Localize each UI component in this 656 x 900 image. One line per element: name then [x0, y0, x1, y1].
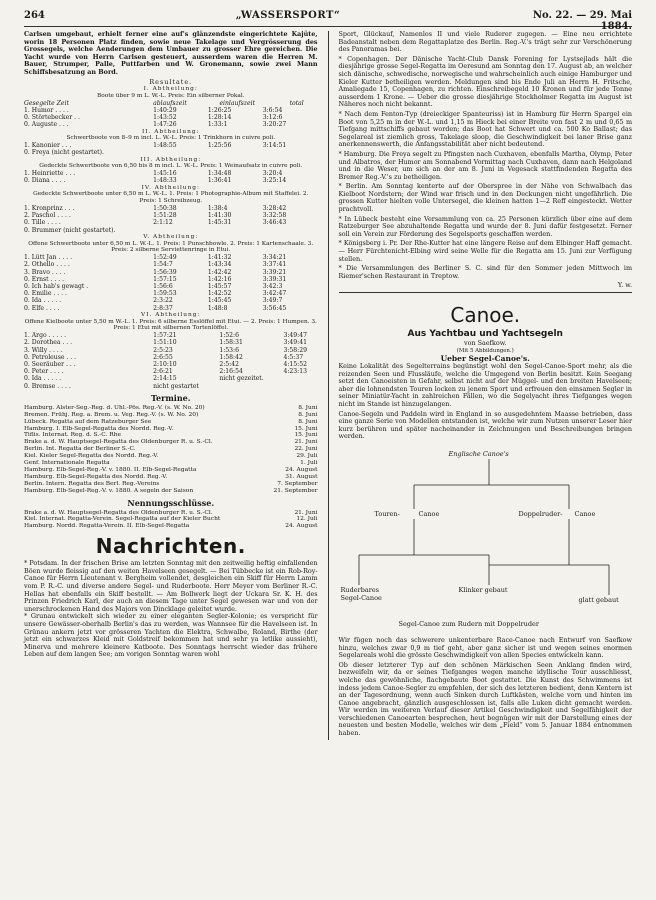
- time-cell: 1:41:32: [207, 254, 232, 262]
- time-cell: 1:51:28: [153, 212, 177, 220]
- diagram-glatt: glatt gebaut: [578, 595, 619, 604]
- news-item: * Königsberg i. Pr. Der Rhe-Kutter hat eine längere Reise auf dem Elbinger Haff gemacht. — Herr Fürchtenicht-Elbing wird seine Welle für die Regatta am 15. Juni zur Verfügung stellen.: [338, 239, 633, 263]
- calendar-row: [24, 405, 318, 412]
- time-cell: 1:42:52: [207, 290, 232, 298]
- division-subtitle: Offene Kielboote unter 5,50 m W.-L. 1. Preis: 6 silberne Esslöffel mit Etui. — 2. Preis: 1 Humpen. 3. Preis: 1 Etui mit silbernen Tortenlöffel.: [24, 318, 317, 332]
- signature: Y. w.: [617, 281, 633, 290]
- nennung-list: [24, 510, 318, 531]
- news-item: * Die Versammlungen des Berliner S. C. sind für den Sommer jeden Mittwoch im Riemer'schen Restaurant in Treptow.: [338, 264, 633, 280]
- calendar-row: [24, 412, 318, 419]
- division-title: I. Abtheilung:: [143, 86, 198, 93]
- canoe-paragraph-3: Wir fügen noch das schwerere unkenterbare Race-Canoe nach Entwurf von Saefkow hinzu, welches zwar 0,9 m tief geht, aber ganz sicher ist und wegen seines enormen Segelareals wohl die grösste Geschwindigkeit von allen Species entwickeln kann.: [338, 635, 633, 660]
- boat-name: 3. Bravo . . . .: [24, 268, 66, 276]
- time-cell: 1:47:26: [153, 121, 177, 129]
- page-number: 264: [24, 10, 45, 21]
- time-cell: [153, 149, 208, 156]
- time-cell: 1:40:29: [153, 106, 177, 114]
- time-cell: 1:52:6: [219, 332, 239, 340]
- calendar-row: [24, 481, 318, 488]
- time-cell: 1:42:16: [207, 275, 232, 283]
- time-cell: [153, 227, 208, 234]
- time-cell: [208, 149, 263, 156]
- results-row: [24, 205, 318, 212]
- boat-name: 0. Diana . . . .: [24, 177, 66, 185]
- news-item: * Berlin. Am Sonntag kenterte auf der Oberspree in der Nähe von Schwalbach das Kielboot Nordstern; der Wind war frisch und in den Deckungen nicht ungefährlich. Die grossen Kutter hielten volle Untersegel, die kleinen hatten 1—2 Reff eingesteckt. Wetter prachtvoll.: [338, 182, 633, 214]
- calendar-date: 1. Juli: [300, 460, 318, 467]
- calendar-event: Hamburg. Nordd. Regatta-Verein. II. Elb-Segel-Regatta: [24, 523, 190, 530]
- time-cell: 1:58:42: [219, 353, 243, 361]
- calendar-event: Tiflis. Internat. Reg. d. S.-C. Rhe: [24, 432, 121, 439]
- calendar-date: 21. Juni: [294, 439, 318, 446]
- calendar-date: 31. August: [285, 473, 318, 480]
- time-cell: 2:5:42: [219, 360, 239, 368]
- time-cell: [263, 149, 318, 156]
- results-row: [24, 368, 318, 375]
- calendar-event: Genf. Internationale Regatta: [24, 460, 110, 467]
- division-title: VI. Abtheilung:: [141, 311, 201, 318]
- time-cell: nicht gestartet: [153, 382, 199, 390]
- calendar-row: [24, 446, 318, 453]
- right-column: [339, 31, 633, 740]
- results-row: [24, 276, 318, 283]
- time-cell: 1:45:31: [207, 219, 232, 227]
- time-cell: 2:16:54: [219, 368, 243, 376]
- calendar-event: Hamburg. Elb-Segel-Regatta des Nordd. Reg.-V.: [24, 473, 168, 480]
- column-head-cell: total: [289, 99, 304, 107]
- boat-name: 0. Ida . . . . .: [24, 375, 62, 383]
- news-items: [339, 56, 633, 281]
- calendar-event: Berlin. Int. Regatta der Berliner S.-C.: [24, 446, 136, 453]
- canoe-classification-diagram: [339, 445, 633, 635]
- time-cell: 3:28:42: [262, 204, 287, 212]
- calendar-date: 21. September: [273, 487, 318, 494]
- boat-name: 0. Störtebecker . .: [24, 114, 80, 122]
- canoe-heading: Ueber Segel-Canoe's.: [440, 354, 530, 363]
- left-column: [24, 31, 318, 740]
- division-title: IV. Abtheilung:: [141, 184, 200, 191]
- time-cell: 3:37:41: [262, 261, 287, 269]
- results-table: [24, 254, 318, 312]
- calendar-date: 29. Juli: [296, 453, 318, 460]
- boat-name: 0. Auguste . . .: [24, 121, 69, 129]
- division-subtitle: Boote über 9 m L. W.-L. Preis: Ein silberner Pokal.: [96, 92, 245, 99]
- time-cell: 3:58:29: [283, 346, 307, 354]
- time-cell: 3:39:31: [262, 275, 287, 283]
- intro-paragraph: Carlsen umgebaut, erhielt ferner eine auf's glänzendste eingerichtete Kajüte, worin 18 Personen Platz finden, sowie neue Takelage und Vergrösserung des Grossegels, welche Aenderungen dem Umbauer zu grosser Ehre gereichen. Die Yacht wurde von Herrn Carlsen gesteuert, ausserdem waren die Herren M. Bauer, Strumper, Palle, Puttfarben und W. Gronemann, sowie zwei Mann Schiffsbesatzung an Bord.: [24, 30, 318, 76]
- results-row: [24, 375, 318, 382]
- results-table: [24, 107, 318, 129]
- time-cell: 3:49:7: [262, 297, 283, 305]
- column-head-cell: ablaufszeit: [153, 99, 187, 107]
- diagram-segel: Segel-Canoe: [340, 593, 382, 602]
- calendar-row: [24, 467, 318, 474]
- results-column-head: [24, 100, 318, 107]
- time-cell: 3:14:51: [262, 142, 287, 150]
- masthead-title: „WASSERSPORT“: [235, 10, 341, 21]
- time-cell: 3:20:27: [262, 121, 287, 129]
- time-cell: 1:58:31: [219, 339, 243, 347]
- canoe-figures-note: (Mit 5 Abbildungen.): [456, 347, 514, 354]
- boat-name: 0. Ida . . . . .: [24, 297, 62, 305]
- boat-name: 0. Ernst . . . .: [24, 275, 65, 283]
- time-cell: 1:51:10: [153, 339, 177, 347]
- time-cell: 3:49:41: [283, 339, 307, 347]
- boat-name: 0. Seeräuber . . .: [24, 360, 76, 368]
- boat-name: 0. Petroleuse . . .: [24, 353, 77, 361]
- division-subtitle: Gedeckte Schwertboote unter 6,50 m L. W.-L. 1. Preis: 1 Photographie-Album mit Staffelei. 2. Preis: 1 Schreibzeug.: [33, 191, 309, 205]
- calendar-date: 24. August: [285, 466, 318, 473]
- canoe-paragraph-4: Ob dieser letzterer Typ auf den schönen Märkischen Seen Anklang finden wird, bezweifeln wir, da er seines Tiefganges wegen manche idyllische Tour ausschliesst, welche das gewöhnliche, flachgebaute Boot gestattet. Die Kunst des Schwimmens ist indess jedem Canoe-Segler zu empfehlen, der sich des letzteren bedient, denn Kentern ist an der Tagesordnung, wenn auch Sinken durch Luftkästen, welche vorn und hinten im Canoe angebracht, gänzlich ausgeschlossen ist, falls alle Luken dicht gemacht werden. Wir werden im weiteren Verlauf dieser Artikel Geschwindigkeit und Segelfähigkeit der verschiedenen Canoearten besprechen, heut begnügen wir mit der Darstellung eines der neuesten und besten Modelle, welches wir dem „Field“ vom 5. Januar 1884 entnommen haben.: [338, 660, 633, 738]
- boat-name: 1. Kanonier . . .: [24, 142, 72, 150]
- calendar-row: [24, 510, 318, 517]
- time-cell: 4:5:37: [283, 353, 304, 361]
- canoe-author: von Saefkow.: [464, 339, 507, 347]
- calendar-event: Kiel. Kieler Segel-Regatta des Nordd. Reg.-V.: [24, 453, 159, 460]
- time-cell: 1:57:21: [153, 332, 177, 340]
- results-row: [24, 142, 318, 149]
- calendar-date: 21. Juni: [294, 509, 318, 516]
- time-cell: 1:52:49: [153, 254, 177, 262]
- time-cell: 3:46:43: [262, 219, 287, 227]
- diagram-doppel: Doppelruder-: [518, 509, 563, 518]
- results-row: [24, 254, 318, 261]
- canoe-subtitle: Aus Yachtbau und Yachtsegeln: [407, 329, 563, 339]
- calendar-event: Hamburg. Alster-Seg.-Reg. d. Uhl.-Pös. Reg.-V. (s. W. No. 20): [24, 404, 205, 411]
- division-subtitle: Gedeckte Schwertboote von 6,50 bis 8 m incl. L. W.-L. Preis: 1 Weinaufsatz in cuivre poli.: [39, 163, 303, 170]
- time-cell: 1:26:25: [207, 106, 232, 114]
- time-cell: 3:39:21: [262, 268, 287, 276]
- termine-list: [24, 405, 318, 495]
- calendar-event: Berlin. Intern. Regatta des Berl. Reg.-Vereins: [24, 480, 160, 487]
- boat-name: 0. Bremse . . . .: [24, 382, 71, 390]
- results-row: [24, 354, 318, 361]
- continued-paragraph: Sport, Glückauf, Namenlos II und viele Ruderer zugegen. — Eine neu errichtete Badeanstalt neben dem Regattaplatze des Berlin. Reg.-V.'s trägt sehr zur Verschönerung des Panoramas bei.: [338, 30, 633, 54]
- columns: [24, 31, 632, 740]
- news-item: * Hamburg. Die Freya segelt zu Pfingsten nach Cuxhaven, ebenfalls Martha, Olymp, Peter und Albatros, der Humor am Sonnabend Vormittag nach Cuxhaven, dann nach Helgoland und in die Weser, um sich an der am 8. Juni in Vegesack stattfindenden Regatta des Bremer Reg.-V.'s zu betheiligen.: [338, 149, 633, 181]
- time-cell: 2:5:23: [153, 346, 173, 354]
- boat-name: 2. Othello . . . .: [24, 261, 70, 269]
- diagram-lines: [339, 445, 638, 635]
- calendar-row: [24, 460, 318, 467]
- boat-name: 2. Paschol . . . .: [24, 212, 71, 220]
- calendar-date: 8. Juni: [298, 418, 318, 425]
- time-cell: 1:57:15: [153, 275, 177, 283]
- time-cell: 3:32:58: [262, 212, 287, 220]
- time-cell: 3:25:14: [262, 177, 287, 185]
- results-row: [24, 261, 318, 268]
- calendar-date: 12. Juli: [296, 516, 318, 523]
- results-table: [24, 332, 318, 390]
- time-cell: 1:38:4: [207, 204, 228, 212]
- calendar-date: 15. Juni: [294, 425, 318, 432]
- boat-name: 0. Tille . . . .: [24, 219, 61, 227]
- time-cell: [283, 375, 317, 382]
- termine-heading: Termine.: [150, 392, 191, 403]
- time-cell: 2:6:55: [153, 353, 173, 361]
- column-rule: [328, 31, 329, 740]
- results-row: [24, 305, 318, 312]
- time-cell: 1:50:38: [153, 204, 177, 212]
- boat-name: 0. Ich hab's gewagt .: [24, 282, 89, 290]
- time-cell: 3:56:45: [262, 304, 287, 312]
- nachrichten-heading: Nachrichten.: [95, 534, 246, 559]
- diagram-ruder: Ruderbares: [340, 585, 380, 594]
- results-row: [24, 283, 318, 290]
- results-row: [24, 332, 318, 339]
- results-row: [24, 227, 318, 234]
- time-cell: 3:49:47: [283, 332, 307, 340]
- calendar-row: [24, 453, 318, 460]
- section-rule: [339, 292, 633, 293]
- results-row: [24, 290, 318, 297]
- calendar-event: Kiel. Internat. Regatta-Verein. Segel-Regatta auf der Kieler Bucht: [24, 516, 221, 523]
- results-row: [24, 107, 318, 114]
- results-heading: Resultate.: [149, 77, 193, 86]
- canoe-paragraph-2: Canoe-Segeln und Paddeln wird in England in so ausgedehntem Maasse betrieben, dass eine ganze Serie von Modellen entstanden ist, welche wir zum Nutzen unserer Leser hier kurz berühren und später nacheinander in Zeichnungen und Beschreibungen bringen werden.: [338, 409, 633, 441]
- nachrichten-paragraph: * Potsdam. In der frischen Brise am letzten Sonntag mit den zeitweilig heftig einfallenden Böen wurde fleissig auf den weiten Havelseen gesegelt. — Bei Tübbecke ist ein Rob-Roy-Canoe für Herrn Lieutenant v. Bergheim vollendet, desgleichen ein Skiff für Herrn Lamm vom P. R.-C. und diverse andere Segel- und Ruderboote. Herr Meyer vom Berliner R.-C. Hellas hat ebenfalls ein Skiff bestellt. — Am Bollwerk liegt der Uckara Sr. K. H. des Prinzen Friedrich Karl, der auch an diesem Tage unter Segel gewesen war und von der unerschrockenen Hand des Majors von Dincklage geleitet wurde. * Grunau entwickelt sich wieder zu einer eleganten Segler-Kolonie; es verspricht für unsere Gewässer-oberhalb Berlin's das zu werden, was Wannsee für die Havelseen ist. In Grünau ankern jetzt vor grösseren Yachten die Elektra, Schwalbe, Roland, Birthe (der jetzt ein schwarzes Kleid mit Goldstreif bekommen hat und sehr ya letlike aussieht), Minerva und mehrere kleinere Katboote. Des Sonntags herrscht wieder das frühere Leben auf dem langen See; am vorigen Sonntag waren wohl: [24, 559, 318, 659]
- calendar-date: 8. Juni: [298, 411, 318, 418]
- time-cell: 1:56:6: [153, 282, 173, 290]
- calendar-event: Hamburg. I. Elb-Segel-Regatta des Nordd. Reg.-V.: [24, 425, 174, 432]
- boat-name: 3. Willy . . . .: [24, 346, 63, 354]
- column-head-cell: einlaufszeit: [219, 99, 256, 107]
- division-subtitle: Offene Schwertboote unter 6,50 m L. W.-L. 1. Preis: 1 Punschbowle. 2. Preis: 1 Kartenschaale. 3. Preis: 2 silberne Serviettenringe in Etui.: [28, 240, 314, 254]
- results-row: [24, 212, 318, 219]
- results-row: [24, 177, 318, 184]
- boat-name: 1. Humor . . . .: [24, 106, 69, 114]
- results-row: [24, 114, 318, 121]
- canoe-title: Canoe.: [450, 303, 521, 327]
- boat-name: 0. Peter . . . .: [24, 368, 64, 376]
- nachrichten-text: [24, 560, 318, 659]
- canoe-paragraph-1: Keine Lokalität des Segelterrains begünstigt wohl den Segel-Canoe-Sport mehr, als die reizenden Seen und Flussläufe, welche die Umgegend von Berlin besitzt. Kein Seegang setzt den Canoeisten in Gefahr, selbst nicht auf der Müggel- und den breiten Havelseen; aber die lohnendsten Touren locken zu jenem Sport und erfreuen den einsamen Segler in seiner Miniatür-Yacht in zahlreichen Fällen, wo die Segelyacht ihres Tiefganges wegen nicht im Stande ist hinzugelangen.: [338, 362, 633, 408]
- boat-name: 1. Kronprinz . . .: [24, 204, 75, 212]
- diagram-canoe: Canoe: [418, 509, 440, 518]
- time-cell: 1:45:45: [207, 297, 232, 305]
- time-cell: 3:20:4: [262, 170, 283, 178]
- calendar-row: [24, 516, 318, 523]
- boat-name: 1. Lütt Jan . . . .: [24, 254, 73, 262]
- time-cell: 1:42:42: [207, 268, 232, 276]
- calendar-row: [24, 439, 318, 446]
- boat-name: 0. Brummer (nicht gestartet).: [24, 226, 116, 234]
- time-cell: 4:23:13: [283, 368, 307, 376]
- time-cell: 1:28:14: [207, 114, 232, 122]
- results-table: [24, 205, 318, 234]
- diagram-klinker: Klinker gebaut: [458, 585, 508, 594]
- calendar-event: Lübeck. Regatta auf dem Ratzeburger See: [24, 418, 152, 425]
- diagram-caption: Segel-Canoe zum Rudern mit Doppelruder: [398, 619, 539, 628]
- news-item: * Copenhagen. Der Dänische Yacht-Club Dansk Forening for Lystsejlads hält die diesjährige grosse Segel-Regatta im Oeresund am Sonntag den 17. August ab, an welcher sich dänische, schwedische, norwegische und wahrscheinlich auch einige Hamburger und Kieler Kutter betheiligen werden. Meldungen sind bis Ende Juli an Herrn H. Fritsche, Amaliegade 15, Copenhagen, zu richten. Einschreibegeld 10 Kronen und für jede Tonne ausserdem 1 Krone. — Ueber die grosse diesjährige Stockholmer Regatta im August ist Näheres noch nicht bekannt.: [338, 54, 633, 109]
- nennung-heading: Nennungsschlüsse.: [127, 497, 215, 508]
- time-cell: 2:10:10: [153, 360, 177, 368]
- calendar-row: [24, 419, 318, 426]
- time-cell: 1:45:16: [153, 170, 177, 178]
- time-cell: [208, 227, 263, 234]
- time-cell: 3:42:3: [262, 282, 283, 290]
- calendar-event: Brake a. d. W. Hauptsegel-Regatta des Oldenburger R. u. S.-Cl.: [24, 439, 213, 446]
- calendar-row: [24, 488, 318, 495]
- results-row: [24, 361, 318, 368]
- time-cell: 1:25:56: [207, 142, 232, 150]
- diagram-touren: Touren-: [374, 509, 400, 518]
- time-cell: 3:34:21: [262, 254, 287, 262]
- boat-name: 2. Dorothea . . .: [24, 339, 73, 347]
- results-row: [24, 219, 318, 226]
- time-cell: 1:48:8: [207, 304, 228, 312]
- calendar-event: Bremen. Frühj. Reg. a. Brem. u. Veg. Reg.-V. (s. W. No. 20): [24, 411, 199, 418]
- results-row: [24, 121, 318, 128]
- time-cell: 1:56:39: [153, 268, 177, 276]
- time-cell: 3:6:54: [262, 106, 283, 114]
- calendar-date: 7. September: [277, 480, 318, 487]
- time-cell: 2:3:22: [153, 297, 173, 305]
- news-item: * In Lübeck besteht eine Versammlung von ca. 25 Personen kürzlich über eine auf dem Ratzeburger See abzuhaltende Regatta und wurde der 8. Juni dafür festgesetzt. Ferner soll ein Verein zur Förderung des Segelsports geschaffen werden.: [338, 214, 633, 238]
- calendar-row: [24, 474, 318, 481]
- calendar-date: 8. Juni: [298, 404, 318, 411]
- calendar-event: Hamburg. Elb-Segel-Reg.-V. v. 1880. A segeln der Saison: [24, 487, 194, 494]
- time-cell: 1:36:41: [207, 177, 232, 185]
- results-table: [24, 170, 318, 184]
- time-cell: 3:42:47: [262, 290, 287, 298]
- calendar-row: [24, 523, 318, 530]
- boat-name: 1. Argo . . . . .: [24, 332, 67, 340]
- boat-name: 0. Emilie . . . .: [24, 290, 67, 298]
- division-title: III. Abtheilung:: [140, 156, 202, 163]
- calendar-date: 22. Juni: [294, 446, 318, 453]
- time-cell: 1:59:53: [153, 290, 177, 298]
- calendar-date: 15. Juni: [294, 432, 318, 439]
- calendar-event: Brake a. d. W. Hauptsegel-Regatta des Oldenburger R. u. S.-Cl.: [24, 509, 213, 516]
- issue-date: No. 22. — 29. Mai 1884.: [532, 10, 632, 32]
- time-cell: [263, 227, 318, 234]
- results-row: [24, 297, 318, 304]
- time-cell: 3:12:6: [262, 114, 283, 122]
- results-row: [24, 149, 318, 156]
- boat-name: 1. Heinriette . . .: [24, 170, 76, 178]
- news-item: * Nach dem Fenton-Typ (dreieckiger Spanteuriss) ist in Hamburg für Herrn Spargel ein Boot von 5,25 m in der W.-L. und 1,15 m Hieck bei einer Breite von fast 2 m und 0,65 m Tiefgang mittschiffs gebaut worden; das Boot hat Schwert und ca. 500 Ko Ballast; das Segelareal ist ziemlich gross, Takelage sloop, die Geschwindigkeit bei laner Brise ganz anerkennenswerth, die Anfangsstabilität aber nicht bedeutend.: [338, 109, 633, 149]
- time-cell: 1:48:55: [153, 142, 177, 150]
- time-cell: 2:8:37: [153, 304, 173, 312]
- time-cell: 1:53:6: [219, 346, 239, 354]
- division-title: II. Abtheilung:: [142, 128, 200, 135]
- results-row: [24, 383, 318, 390]
- page-header: [24, 10, 632, 32]
- results-divisions: [24, 86, 318, 390]
- time-cell: 1:33:1: [207, 121, 228, 129]
- division-subtitle: Schwertboote von 8–9 m incl. L. W.-L. Preis: 1 Trinkhorn in cuivre poli.: [66, 135, 276, 142]
- time-cell: 2:6:21: [153, 368, 173, 376]
- column-head-cell: Gesegelte Zeit: [24, 99, 69, 107]
- time-cell: 1:41:30: [207, 212, 232, 220]
- results-row: [24, 347, 318, 354]
- time-cell: 4:15:52: [283, 360, 307, 368]
- time-cell: 1:34:48: [207, 170, 232, 178]
- time-cell: [283, 383, 317, 390]
- calendar-row: [24, 432, 318, 439]
- calendar-row: [24, 426, 318, 433]
- time-cell: 1:48:33: [153, 177, 177, 185]
- division-title: V. Abtheilung:: [143, 233, 199, 240]
- time-cell: 1:43:34: [207, 261, 232, 269]
- results-table: [24, 142, 318, 156]
- results-row: [24, 339, 318, 346]
- boat-name: 0. Freya (nicht gestartet).: [24, 149, 104, 157]
- time-cell: [219, 383, 283, 390]
- time-cell: 1:43:52: [153, 114, 177, 122]
- diagram-root: Englische Canoe's: [448, 449, 509, 458]
- calendar-event: Hamburg. Elb-Segel-Reg.-V. v. 1880. II. Elb-Segel-Regatta: [24, 466, 197, 473]
- time-cell: 2:1:12: [153, 219, 173, 227]
- time-cell: 1:54:7: [153, 261, 173, 269]
- boat-name: 0. Elfe . . . .: [24, 304, 60, 312]
- time-cell: 2:14:15: [153, 375, 177, 383]
- results-row: [24, 170, 318, 177]
- results-row: [24, 269, 318, 276]
- calendar-date: 24. August: [285, 523, 318, 530]
- time-cell: 1:45:57: [207, 282, 232, 290]
- time-cell: nicht gezeitet.: [219, 375, 264, 383]
- diagram-canoe-2: Canoe: [574, 509, 596, 518]
